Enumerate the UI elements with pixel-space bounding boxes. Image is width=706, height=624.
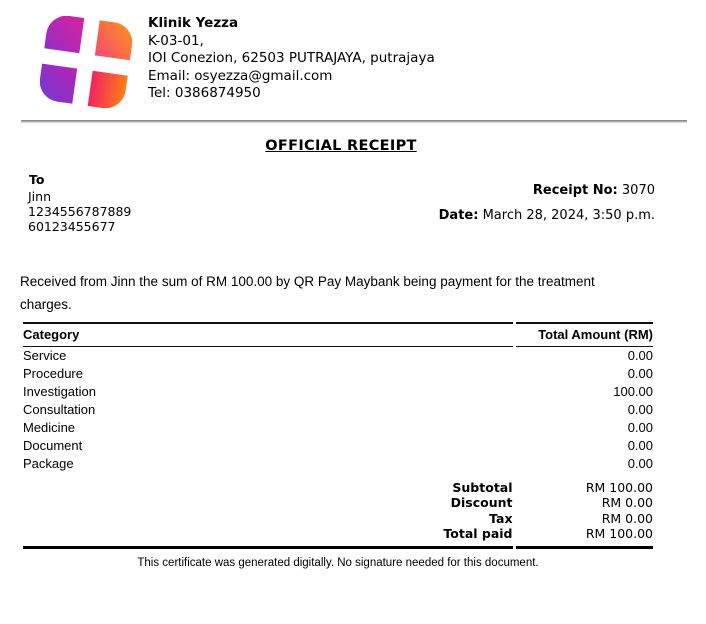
clinic-tel: Tel: 0386874950	[148, 85, 261, 101]
amount-cell: 0.00	[627, 348, 653, 363]
clinic-logo-icon	[40, 16, 132, 108]
table-row	[23, 347, 653, 365]
digital-certificate-note: This certificate was generated digitally. No signature needed for this document.	[137, 557, 539, 569]
table-row	[23, 419, 653, 437]
amount-cell: 100.00	[613, 384, 653, 399]
pinwheel-flower-icon	[40, 16, 132, 108]
total-paid-label: Total paid	[23, 527, 513, 549]
discount-label: Discount	[450, 495, 513, 510]
document-title: OFFICIAL RECEIPT	[265, 138, 417, 154]
category-cell: Service	[23, 348, 67, 363]
clinic-name: Klinik Yezza	[148, 15, 239, 31]
receipt-number-line	[533, 183, 655, 198]
clinic-info-block	[148, 15, 435, 103]
category-cell: Consultation	[23, 402, 96, 417]
recipient-block	[28, 189, 131, 235]
category-cell: Package	[23, 456, 74, 471]
tax-value: RM 0.00	[601, 510, 653, 526]
subtotal-label: Subtotal	[452, 479, 513, 495]
table-row	[23, 401, 653, 419]
recipient-phone2: 60123455677	[28, 219, 116, 235]
recipient-name: Jinn	[28, 189, 52, 204]
receipt-date-line	[439, 208, 655, 223]
header-divider	[21, 120, 687, 123]
column-header-amount: Total Amount (RM)	[516, 322, 653, 347]
amount-cell: 0.00	[627, 438, 653, 453]
category-cell: Document	[23, 438, 83, 453]
payment-statement: Received from Jinn the sum of RM 100.00 by QR Pay Maybank being payment for the treatment charges.	[20, 274, 595, 312]
table-row	[23, 383, 653, 401]
amount-cell: 0.00	[627, 420, 653, 435]
discount-value: RM 0.00	[601, 495, 653, 510]
summary-row	[23, 480, 653, 496]
receipt-date-value: March 28, 2024, 3:50 p.m.	[482, 208, 655, 223]
tax-label: Tax	[489, 510, 513, 526]
total-paid-value: RM 100.00	[516, 527, 653, 549]
amount-cell: 0.00	[627, 456, 653, 471]
table-spacer-row	[23, 473, 653, 480]
summary-row-total	[23, 527, 653, 549]
clinic-address-line1: K-03-01,	[148, 32, 204, 49]
receipt-number-label: Receipt No:	[532, 183, 618, 198]
table-row	[23, 437, 653, 455]
category-cell: Medicine	[23, 420, 76, 435]
category-cell: Investigation	[23, 384, 96, 399]
clinic-address-line2: IOI Conezion, 62503 PUTRAJAYA, putrajaya	[148, 50, 435, 66]
table-row	[23, 455, 653, 473]
category-cell: Procedure	[23, 366, 83, 381]
amount-cell: 0.00	[627, 366, 653, 381]
to-label: To	[29, 172, 45, 187]
table-row	[23, 365, 653, 383]
charges-table	[20, 322, 656, 549]
amount-cell: 0.00	[627, 402, 653, 417]
table-header-row	[23, 322, 653, 347]
recipient-phone1: 1234556787889	[28, 204, 132, 220]
receipt-number-value: 3070	[621, 183, 655, 198]
receipt-date-label: Date:	[438, 208, 479, 223]
clinic-email: Email: osyezza@gmail.com	[148, 67, 333, 84]
summary-row	[23, 496, 653, 512]
column-header-category: Category	[23, 322, 513, 347]
summary-row	[23, 511, 653, 527]
subtotal-value: RM 100.00	[585, 479, 653, 495]
